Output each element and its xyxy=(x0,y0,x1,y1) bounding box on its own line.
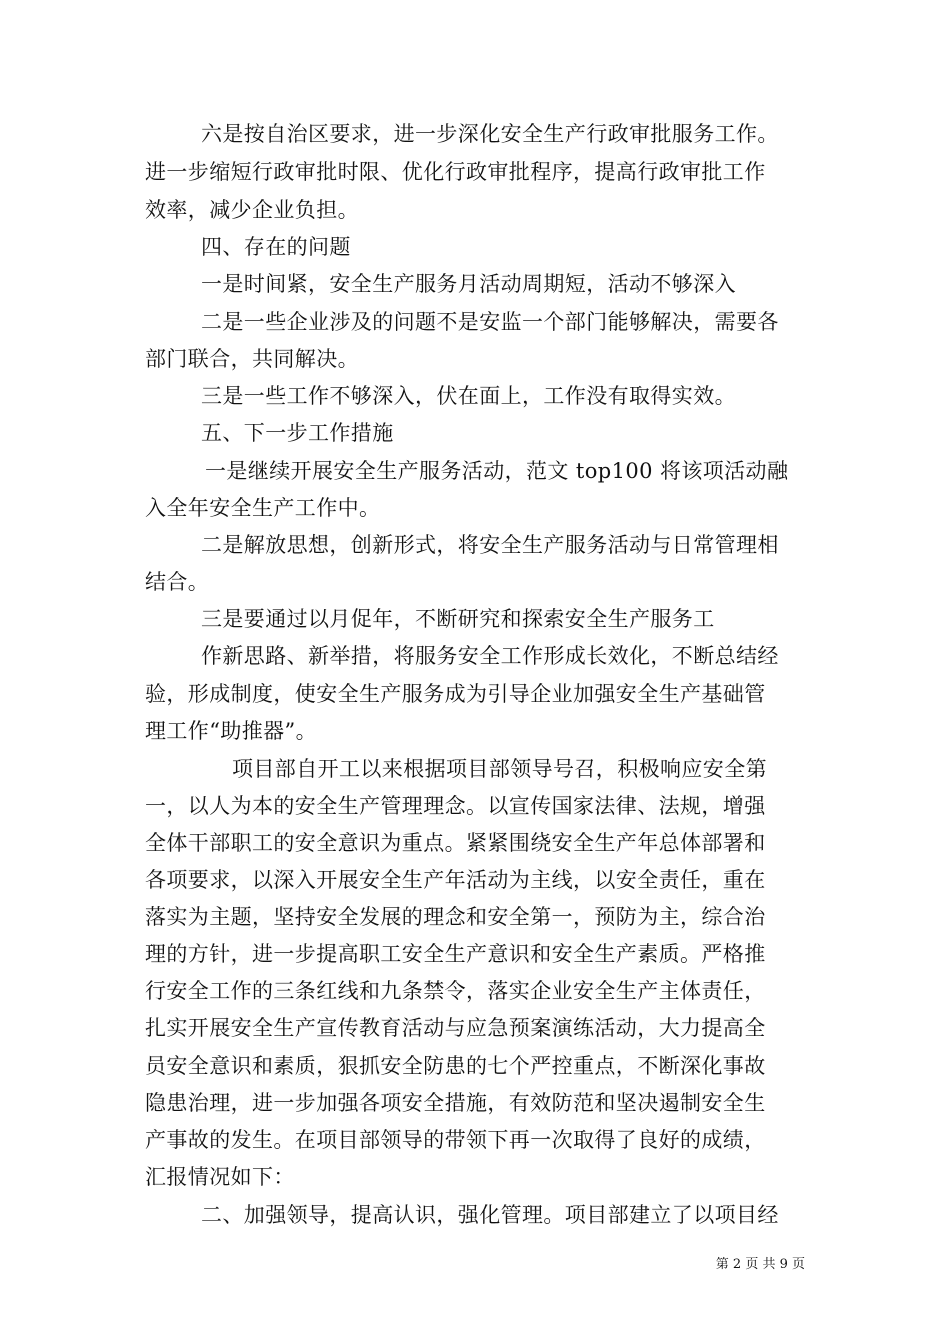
text-line: 全体干部职工的安全意识为重点。紧紧围绕安全生产年总体部署和 xyxy=(145,831,766,855)
text-line: 员安全意识和素质，狠抓安全防患的七个严控重点，不断深化事故 xyxy=(145,1054,766,1078)
text-line: 扎实开展安全生产宣传教育活动与应急预案演练活动，大力提高全 xyxy=(145,1016,766,1040)
section-heading: 五、下一步工作措施 xyxy=(201,421,394,445)
text-line: 隐患治理，进一步加强各项安全措施，有效防范和坚决遏制安全生 xyxy=(145,1091,766,1115)
text-line: 进一步缩短行政审批时限、优化行政审批程序，提高行政审批工作 xyxy=(145,160,766,184)
text-line: 产事故的发生。在项目部领导的带领下再一次取得了良好的成绩， xyxy=(145,1128,766,1152)
text-line: 效率，减少企业负担。 xyxy=(145,198,359,222)
text-line: 验，形成制度，使安全生产服务成为引导企业加强安全生产基础管 xyxy=(145,682,766,706)
text-line: 理工作“助推器”。 xyxy=(145,719,318,743)
text-line: 结合。 xyxy=(145,570,210,594)
text-line: 部门联合，共同解决。 xyxy=(145,347,359,371)
text-line: 三是一些工作不够深入，伏在面上，工作没有取得实效。 xyxy=(201,384,736,408)
text-line: 行安全工作的三条红线和九条禁令，落实企业安全生产主体责任， xyxy=(145,979,766,1003)
text-line: 作新思路、新举措，将服务安全工作形成长效化，不断总结经 xyxy=(201,644,779,668)
text-line: 一是继续开展安全生产服务活动，范文 top100 将该项活动融 xyxy=(205,459,789,483)
text-line: 项目部自开工以来根据项目部领导号召，积极响应安全第 xyxy=(232,757,767,781)
text-line: 二、加强领导，提高认识，强化管理。项目部建立了以项目经 xyxy=(201,1203,779,1227)
text-line: 各项要求，以深入开展安全生产年活动为主线，以安全责任，重在 xyxy=(145,868,766,892)
text-line: 三是要通过以月促年，不断研究和探索安全生产服务工 xyxy=(201,607,715,631)
text-line: 落实为主题，坚持安全发展的理念和安全第一，预防为主，综合治 xyxy=(145,905,766,929)
text-line: 六是按自治区要求，进一步深化安全生产行政审批服务工作。 xyxy=(201,122,779,146)
text-line: 二是解放思想，创新形式，将安全生产服务活动与日常管理相 xyxy=(201,533,779,557)
text-line: 一是时间紧，安全生产服务月活动周期短，活动不够深入 xyxy=(201,272,736,296)
section-heading: 四、存在的问题 xyxy=(201,235,351,259)
text-line: 二是一些企业涉及的问题不是安监一个部门能够解决，需要各 xyxy=(201,310,779,334)
text-line: 理的方针，进一步提高职工安全生产意识和安全生产素质。严格推 xyxy=(145,942,766,966)
page-number-footer: 第 2 页 共 9 页 xyxy=(715,1257,805,1272)
text-line: 汇报情况如下： xyxy=(145,1165,295,1189)
text-line: 入全年安全生产工作中。 xyxy=(145,496,381,520)
text-line: 一，以人为本的安全生产管理理念。以宣传国家法律、法规，增强 xyxy=(145,794,766,818)
